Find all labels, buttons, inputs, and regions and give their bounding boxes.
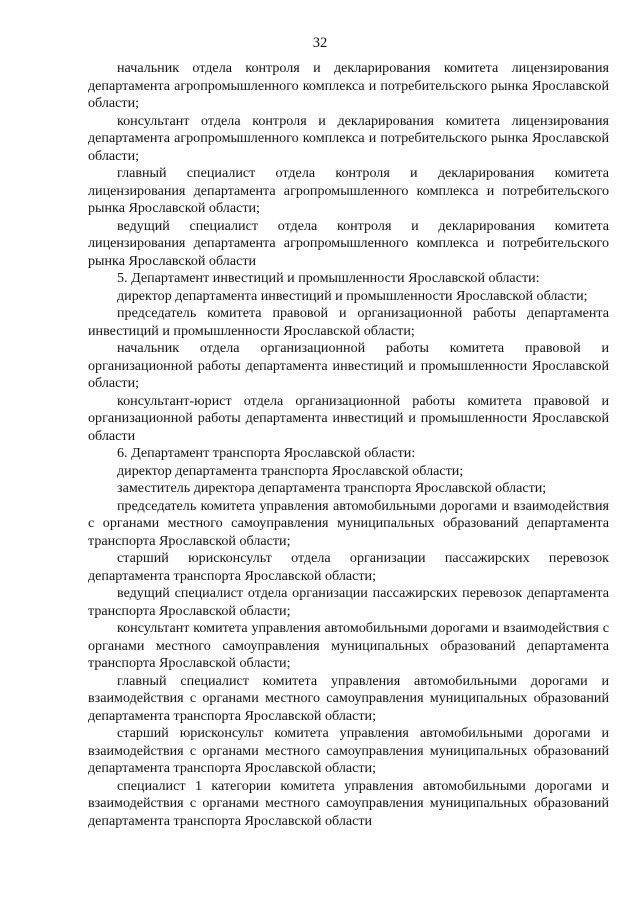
paragraph: начальник отдела организационной работы комитета правовой и организационной работы департамента инвестиций и промышленности Ярославской области;	[88, 340, 609, 391]
section-heading: 6. Департамент транспорта Ярославской области:	[117, 445, 416, 461]
paragraph: специалист 1 категории комитета управления автомобильными дорогами и взаимодействия с органами местного самоуправления муниципальных образований департамента транспорта Ярославской области	[88, 777, 609, 829]
paragraph: консультант отдела контроля и декларирования комитета лицензирования департамента агропромышленного комплекса и потребительского рынка Ярославской области;	[88, 112, 609, 164]
paragraph: старший юрисконсульт отдела организации пассажирских перевозок департамента транспорта Ярославской области;	[88, 550, 609, 584]
paragraph: главный специалист отдела контроля и декларирования комитета лицензирования департамента агропромышленного комплекса и потребительского рынка Ярославской области;	[88, 165, 609, 216]
page-number: 32	[312, 35, 328, 51]
document-body	[88, 60, 609, 830]
paragraph: главный специалист комитета управления автомобильными дорогами и взаимодействия с органами местного самоуправления муниципальных образований департамента транспорта Ярославской области;	[88, 672, 609, 724]
paragraph: консультант комитета управления автомобильными дорогами и взаимодействия с органами местного самоуправления муниципальных образований департамента транспорта Ярославской области;	[88, 620, 609, 671]
section-heading: 5. Департамент инвестиций и промышленности Ярославской области:	[117, 270, 540, 286]
paragraph: ведущий специалист отдела организации пассажирских перевозок департамента транспорта Ярославской области;	[88, 585, 609, 619]
paragraph: ведущий специалист отдела контроля и декларирования комитета лицензирования департамента агропромышленного комплекса и потребительского рынка Ярославской области	[88, 217, 609, 269]
paragraph: директор департамента инвестиций и промышленности Ярославской области;	[117, 287, 588, 304]
paragraph: директор департамента транспорта Ярославской области;	[117, 462, 464, 479]
paragraph: председатель комитета управления автомобильными дорогами и взаимодействия с органами местного самоуправления муниципальных образований департамента транспорта Ярославской области;	[88, 497, 609, 549]
paragraph: консультант-юрист отдела организационной работы комитета правовой и организационной работы департамента инвестиций и промышленности Ярославской области	[88, 392, 609, 444]
paragraph: председатель комитета правовой и организационной работы департамента инвестиций и промышленности Ярославской области;	[88, 305, 609, 339]
paragraph: заместитель директора департамента транспорта Ярославской области;	[117, 480, 547, 496]
paragraph: старший юрисконсульт комитета управления автомобильными дорогами и взаимодействия с органами местного самоуправления муниципальных образований департамента транспорта Ярославской области;	[88, 725, 609, 776]
paragraph: начальник отдела контроля и декларирования комитета лицензирования департамента агропромышленного комплекса и потребительского рынка Ярославской области;	[88, 60, 609, 111]
